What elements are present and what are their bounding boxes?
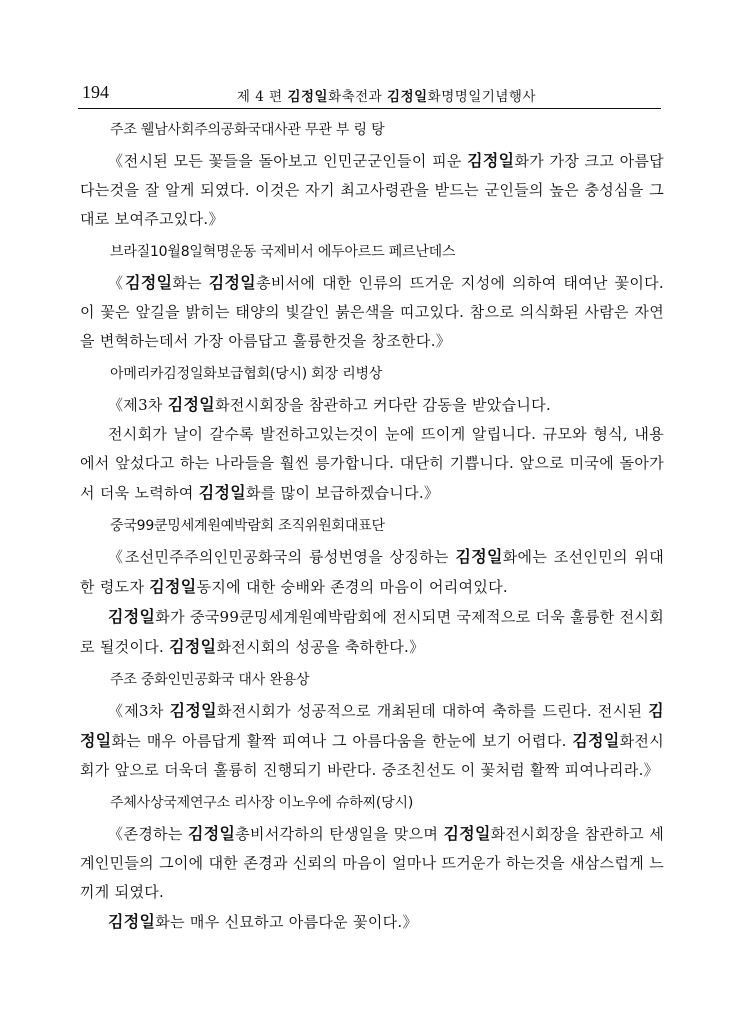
text-segment: 화전시회장을 참관하고 세계인민들의 그이에 대한 존경과 신뢰의 마음이 얼마나 뜨거운가 하는것을 새삼스럽게 느끼게 되였다. [80, 825, 665, 901]
quote-paragraph [80, 420, 664, 508]
bold-name-segment: 김정일 [208, 273, 257, 292]
text-segment: 총비서각하의 탄생일을 맞으며 [235, 825, 444, 843]
text-segment: 화전시회가 성공적으로 개최된데 대하여 축하를 드린다. 전시된 [216, 702, 649, 720]
bold-name-segment: 김정일 [187, 824, 236, 843]
bold-name-segment: 김정일 [443, 824, 491, 843]
text-segment: 총비서에 대한 인류의 뜨거운 지성에 의하여 태여난 꽃이다. 이 꽃은 앞길을 밝히는 태양의 빛갈인 붉은색을 띠고있다. 참으로 의식화된 사람은 자연을 변혁하는데서 가장 아름답고 훌륭한것을 창조한다.》 [80, 274, 664, 350]
speaker-line: 주체사상국제연구소 리사장 이노우에 슈하찌(당시) [110, 795, 414, 811]
speaker-line: 주조 중화인민공화국 대사 완용상 [110, 672, 310, 688]
bold-name-segment: 김정일 [169, 637, 217, 656]
running-title-segment: 김정일 [287, 89, 329, 105]
text-segment: 화가 가장 크고 아름답다는것을 잘 알게 되였다. 이것은 자기 최고사령관을 받드는 군인들의 높은 충성심을 그대로 보여주고있다.》 [80, 152, 664, 228]
running-title-segment: 화명명일기념행사 [427, 89, 536, 105]
quote-paragraph [80, 390, 664, 420]
text-segment: 《조선민주주의인민공화국의 륭성번영을 상징하는 [108, 548, 456, 566]
document-body [80, 120, 664, 945]
bold-name-segment: 김정일 [108, 912, 156, 931]
bold-name-segment: 김정일 [149, 577, 197, 596]
bold-name-segment: 김정일 [169, 701, 217, 720]
bold-name-segment: 김정일 [167, 395, 216, 414]
bold-name-segment: 김정일 [467, 151, 515, 170]
quote-paragraph [80, 268, 664, 356]
bold-name-segment: 김정일 [572, 731, 620, 750]
text-segment: 동지에 대한 숭배와 존경의 마음이 어리여있다. [196, 578, 508, 596]
text-segment: 화전시회의 성공을 축하한다.》 [216, 638, 425, 656]
text-segment: 《전시된 모든 꽃들을 돌아보고 인민군군인들이 피운 [108, 152, 468, 170]
text-segment: 《 [108, 274, 126, 292]
text-segment: 화는 매우 아름답게 활짝 피여나 그 아름다움을 한눈에 보기 어렵다. [111, 732, 573, 750]
running-title-segment: 화축전과 [328, 89, 388, 105]
quote-paragraph [80, 819, 664, 907]
quote-paragraph [80, 146, 664, 234]
speaker-line: 브라질10월8일혁명운동 국제비서 에두아르드 페르난데스 [110, 244, 456, 260]
quote-paragraph [80, 602, 664, 662]
testimonial-entry [80, 364, 664, 508]
text-segment: 화에는 조선인민의 위대한 령도자 [80, 548, 664, 596]
text-segment: 《제3차 [108, 702, 170, 720]
text-segment: 화는 매우 신묘하고 아름다운 꽃이다.》 [155, 913, 418, 931]
quote-paragraph [80, 907, 664, 937]
text-segment: 전시회가 날이 갈수록 발전하고있는것이 눈에 뜨이게 알립니다. 규모와 형식, 내용에서 앞섰다고 하는 나라들을 훨씬 릉가합니다. 대단히 기쁩니다. 앞으로 미국에 돌아가서 더욱 노력하여 [80, 425, 664, 502]
testimonial-entry [80, 793, 664, 937]
bold-name-segment: 김정일 [455, 547, 503, 566]
running-title [237, 85, 536, 105]
text-segment: 《제3차 [108, 396, 168, 414]
speaker-line: 중국99쿤밍세계원예박람회 조직위원회대표단 [110, 518, 385, 534]
bold-name-segment: 김정일 [80, 701, 664, 750]
running-title-segment: 김정일 [387, 89, 428, 105]
text-segment: 화전시회장을 참관하고 커다란 감동을 받았습니다. [215, 396, 552, 414]
testimonial-entry [80, 670, 664, 785]
quote-paragraph [80, 696, 664, 785]
text-segment: 화는 [172, 274, 209, 292]
page-number: 194 [82, 82, 109, 102]
speaker-line: 주조 웰남사회주의공화국대사관 무관 부 링 탕 [110, 122, 385, 138]
testimonial-entry [80, 120, 664, 234]
testimonial-entry [80, 516, 664, 662]
running-title-segment: 제 4 편 [236, 89, 288, 105]
quote-paragraph [80, 542, 664, 602]
bold-name-segment: 김정일 [108, 607, 156, 626]
speaker-line: 아메리카김정일화보급협회(당시) 회장 리병상 [110, 366, 383, 382]
testimonial-entry [80, 242, 664, 356]
bold-name-segment: 김정일 [198, 483, 247, 502]
text-segment: 《존경하는 [108, 825, 188, 843]
page-header [78, 82, 661, 109]
text-segment: 화전시회가 앞으로 더욱더 훌륭히 진행되기 바란다. 중조친선도 이 꽃처럼 활짝 피여나리라.》 [80, 732, 664, 779]
bold-name-segment: 김정일 [125, 273, 173, 292]
text-segment: 화가 중국99쿤밍세계원예박람회에 전시되면 국제적으로 더욱 훌륭한 전시회로 될것이다. [80, 608, 664, 656]
text-segment: 화를 많이 보급하겠습니다.》 [246, 484, 440, 502]
